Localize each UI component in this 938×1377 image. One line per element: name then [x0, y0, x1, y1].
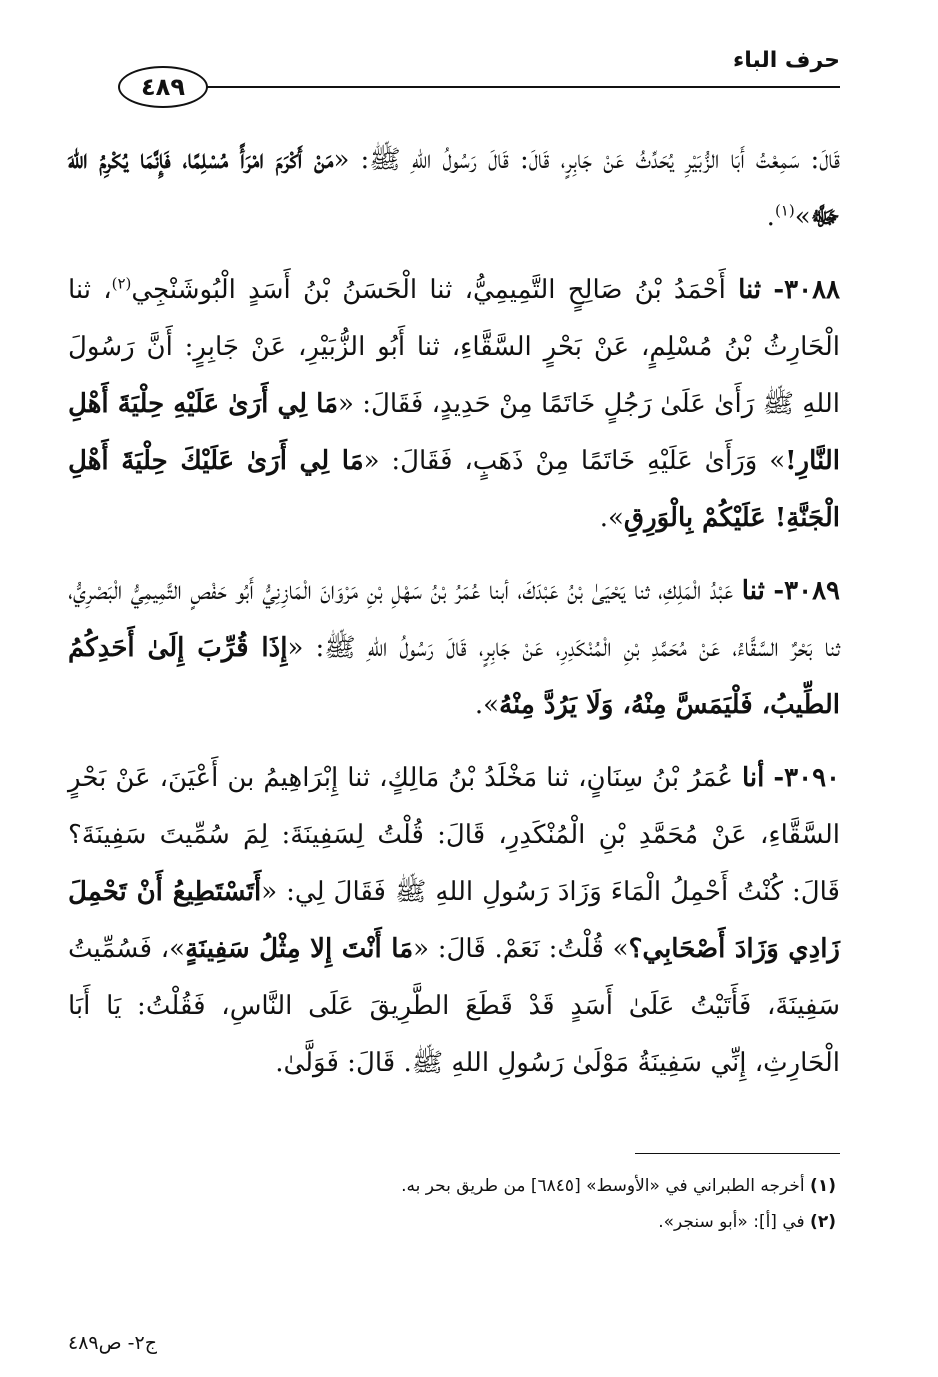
transmission-word: ثنا — [738, 275, 762, 305]
hadith-text: ». — [474, 690, 500, 720]
hadith-text: قَالَ: سَمِعْتُ أَبَا الزُّبَيْرِ يُحَدِّثُ عَنْ جَابِرٍ، قَالَ: قَالَ رَسُولُ اللهِ ﷺ: « — [333, 145, 840, 175]
footnote-text: أخرجه الطبراني في «الأوسط» [٦٨٤٥] من طريق بحر به. — [401, 1176, 805, 1196]
chapter-title: حرف الباء — [732, 48, 840, 73]
hadith-quote: أَتَسْتَطِيعُ أَنْ تَحْمِلَ زَادِي وَزَادَ أَصْحَابِي؟ — [68, 877, 840, 964]
hadith-text: ، ثنا الْحَارِثُ بْنُ مُسْلِمٍ، عَنْ بَحْرٍ السَّقَّاءِ، ثنا أَبُو الزُّبَيْرِ، عَنْ جَابِرٍ: أَنَّ رَسُولَ اللهِ ﷺ رَأَىٰ عَلَىٰ رَجُلٍ خَاتَمًا مِنْ حَدِيدٍ، فَقَالَ: « — [68, 275, 840, 419]
footnote-label: (١) — [810, 1176, 836, 1196]
hadith-text: ». — [599, 503, 624, 533]
hadith-paragraph — [68, 563, 840, 734]
hadith-paragraph — [68, 262, 840, 547]
hadith-text: . — [766, 202, 775, 232]
hadith-text: » قُلْتُ: نَعَمْ. قَالَ: « — [413, 934, 629, 964]
page-number-oval: ٤٨٩ — [118, 66, 208, 108]
footnote-ref[interactable]: (٢) — [111, 274, 132, 293]
footnote-label: (٢) — [810, 1212, 836, 1232]
hadith-number: ٣٠٨٨- — [773, 275, 840, 305]
footnote-separator — [635, 1153, 840, 1154]
hadith-paragraph — [68, 750, 840, 1092]
footnotes — [100, 1168, 836, 1240]
hadith-text: عَبْدُ الْمَلِكِ، ثنا يَحْيَىٰ بْنُ عَبْدَكَ، أبنا عُمَرُ بْنُ سَهْلِ بْنِ مَرْوَانَ الْمَازِنِيُّ أَبُو حَفْصٍ التَّمِيمِيُّ الْبَصْرِيُّ، ثنا بَحْرٌ السَّقَّاءُ، عَنْ مُحَمَّدِ بْنِ الْمُنْكَدِرِ، عَنْ جَابِرٍ، قَالَ رَسُولُ اللهِ ﷺ: « — [68, 576, 841, 663]
footnote-item — [100, 1168, 836, 1204]
hadith-quote: إِذَا قُرِّبَ إِلَىٰ أَحَدِكُمُ الطِّيبُ، فَلْيَمَسَّ مِنْهُ، وَلَا يَرُدَّ مِنْهُ — [68, 633, 840, 720]
hadith-text: عُمَرُ بْنُ سِنَانٍ، ثنا مَخْلَدُ بْنُ مَالِكٍ، ثنا إِبْرَاهِيمُ بن أَعْيَنَ، عَنْ بَحْرٍ السَّقَّاءِ، عَنْ مُحَمَّدِ بْنِ الْمُنْكَدِرِ، قَالَ: قُلْتُ لِسَفِينَةَ: لِمَ سُمِّيتَ سَفِينَةَ؟ قَالَ: كُنْتُ أَحْمِلُ الْمَاءَ وَزَادَ رَسُولِ اللهِ ﷺ فَقَالَ لِي: « — [68, 763, 840, 907]
hadith-quote: مَا لِي أَرَىٰ عَلَيْهِ حِلْيَةَ أَهْلِ النَّارِ! — [68, 389, 840, 476]
hadith-quote: مَنْ أَكْرَمَ امْرَأً مُسْلِمًا، فَإِنَّمَا يُكْرِمُ اللهَ ﷻ — [68, 145, 840, 232]
header-rule — [200, 86, 840, 88]
hadith-text: » وَرَأَىٰ عَلَيْهِ خَاتَمًا مِنْ ذَهَبٍ، فَقَالَ: « — [363, 446, 786, 476]
hadith-quote: مَا لِي أَرَىٰ عَلَيْكَ حِلْيَةَ أَهْلِ الْجَنَّةِ! عَلَيْكُمْ بِالْوَرِقِ — [68, 446, 840, 533]
hadith-text: أَحْمَدُ بْنُ صَالِحٍ التَّمِيمِيُّ، ثنا الْحَسَنُ بْنُ أَسَدٍ الْبُوشَنْجِي — [131, 275, 726, 305]
hadith-text: » — [794, 202, 811, 232]
footnote-text: في [أ]: «أبو سنجر». — [658, 1212, 805, 1232]
hadith-number: ٣٠٨٩- — [773, 576, 841, 606]
hadith-text: »، فَسُمِّيتُ سَفِينَةَ، فَأَتَيْتُ عَلَىٰ أَسَدٍ قَدْ قَطَعَ الطَّرِيقَ عَلَى النَّاسِ، فَقُلْتُ: يَا أَبَا الْحَارِثِ، إِنِّي سَفِينَةُ مَوْلَىٰ رَسُولِ اللهِ ﷺ. قَالَ: فَوَلَّىٰ. — [68, 934, 840, 1078]
hadith-quote: مَا أَنْتَ إِلا مِثْلُ سَفِينَةٍ — [185, 934, 414, 964]
transmission-word: ثنا — [741, 576, 765, 606]
footnote-item — [100, 1204, 836, 1240]
page-header — [110, 40, 840, 100]
hadith-number: ٣٠٩٠- — [773, 763, 840, 793]
transmission-word: أنا — [741, 763, 765, 793]
footnote-ref[interactable]: (١) — [774, 201, 795, 220]
hadith-paragraph — [68, 132, 840, 246]
volume-page-marker: ج٢- ص٤٨٩ — [68, 1332, 157, 1354]
main-text — [68, 132, 840, 1108]
